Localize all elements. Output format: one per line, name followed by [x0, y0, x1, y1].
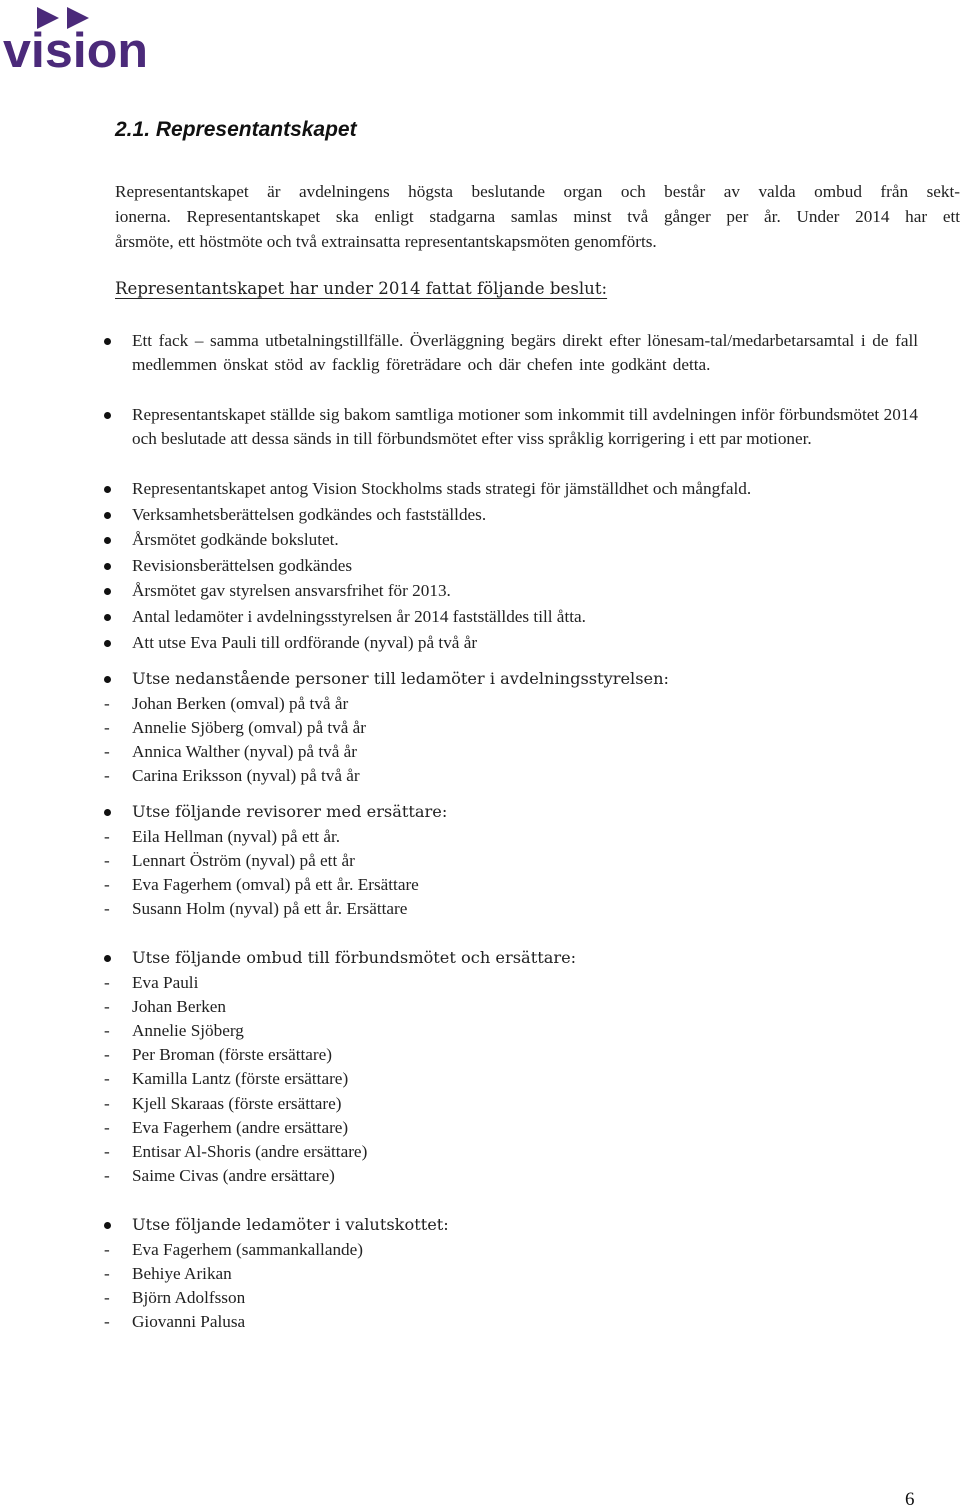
dash-marker: - [104, 875, 110, 894]
decision-item: Årsmötet godkände bokslutet. [132, 530, 339, 549]
dash-marker: - [104, 766, 110, 785]
dash-marker: - [104, 997, 110, 1016]
decision-item: Årsmötet gav styrelsen ansvarsfrihet för 2013. [132, 581, 451, 600]
page-number: 6 [905, 1489, 915, 1510]
board-member: Annelie Sjöberg (omval) på två år [132, 718, 367, 737]
delegate-member: Saime Civas (andre ersättare) [132, 1166, 335, 1185]
dash-marker: - [104, 1118, 110, 1137]
delegate-member: Eva Fagerhem (andre ersättare) [132, 1118, 349, 1137]
dash-marker: - [104, 1312, 110, 1331]
intro-line: ionerna. Representantskapet ska enligt stadgarna samlas minst två gånger per år. Under 2014 har ett [115, 207, 960, 226]
auditor-member: Eila Hellman (nyval) på ett år. [132, 827, 341, 846]
intro-paragraph [115, 179, 960, 254]
election-committee-member: Behiye Arikan [132, 1264, 232, 1283]
intro-line: årsmöte, ett höstmöte och två extrainsatta representantskapsmöten genomförts. [115, 232, 657, 251]
dash-marker: - [104, 973, 110, 992]
board-member: Annica Walther (nyval) på två år [132, 742, 357, 761]
auditors-title: Utse följande revisorer med ersättare: [132, 802, 448, 821]
bullet-icon [104, 338, 111, 345]
bullet-icon [104, 486, 111, 493]
dash-marker: - [104, 1069, 110, 1088]
decision-item: Ett fack – samma utbetalningstillfälle. Överläggning begärs direkt efter lönesam-tal/medarbetarsamtal i de fall medlemmen önskat stöd av facklig företrädare och där chefen inte godkänt detta. [132, 331, 918, 375]
delegates-title: Utse följande ombud till förbundsmötet och ersättare: [132, 948, 577, 967]
decision-item: Revisionsberättelsen godkändes [132, 556, 353, 575]
board-title: Utse nedanstående personer till ledamöter i avdelningsstyrelsen: [132, 669, 669, 688]
bullet-icon [104, 1222, 111, 1229]
delegate-member: Eva Pauli [132, 973, 199, 992]
decision-item: Antal ledamöter i avdelningsstyrelsen år 2014 fastställdes till åtta. [132, 607, 586, 626]
intro-line: Representantskapet är avdelningens högsta beslutande organ och består av valda ombud från sekt- [115, 182, 960, 201]
bullet-icon [104, 412, 111, 419]
delegate-member: Johan Berken [132, 997, 227, 1016]
decision-item: Verksamhetsberättelsen godkändes och fastställdes. [132, 505, 487, 524]
bullet-icon [104, 563, 111, 570]
bullet-icon [104, 614, 111, 621]
dash-marker: - [104, 1142, 110, 1161]
section-heading: 2.1. Representantskapet [115, 118, 357, 141]
board-member: Carina Eriksson (nyval) på två år [132, 766, 360, 785]
dash-marker: - [104, 1021, 110, 1040]
decisions-heading: Representantskapet har under 2014 fattat följande beslut: [115, 279, 608, 298]
dash-marker: - [104, 1094, 110, 1113]
bullet-icon [104, 809, 111, 816]
bullet-icon [104, 537, 111, 544]
vision-logo [3, 4, 151, 70]
dash-marker: - [104, 1045, 110, 1064]
dash-marker: - [104, 899, 110, 918]
election-committee-member: Eva Fagerhem (sammankallande) [132, 1240, 363, 1259]
delegate-member: Annelie Sjöberg [132, 1021, 244, 1040]
dash-marker: - [104, 718, 110, 737]
dash-marker: - [104, 1240, 110, 1259]
election-committee-title: Utse följande ledamöter i valutskottet: [132, 1215, 449, 1234]
auditor-member: Eva Fagerhem (omval) på ett år. Ersättare [132, 875, 419, 894]
bullet-icon [104, 676, 111, 683]
delegate-member: Kamilla Lantz (förste ersättare) [132, 1069, 349, 1088]
dash-marker: - [104, 1264, 110, 1283]
dash-marker: - [104, 827, 110, 846]
logo-wordmark: vision [3, 24, 149, 70]
dash-marker: - [104, 694, 110, 713]
board-member: Johan Berken (omval) på två år [132, 694, 349, 713]
delegate-member: Per Broman (förste ersättare) [132, 1045, 332, 1064]
auditor-member: Susann Holm (nyval) på ett år. Ersättare [132, 899, 408, 918]
bullet-icon [104, 955, 111, 962]
dash-marker: - [104, 1166, 110, 1185]
decision-item: Representantskapet ställde sig bakom samtliga motioner som inkommit till avdelningen inför förbundsmötet 2014 och beslutade att dessa sänds in till förbundsmötet efter viss språklig korrigering i ett par motioner. [132, 405, 918, 449]
dash-marker: - [104, 1288, 110, 1307]
dash-marker: - [104, 742, 110, 761]
dash-marker: - [104, 851, 110, 870]
election-committee-member: Björn Adolfsson [132, 1288, 246, 1307]
bullet-icon [104, 588, 111, 595]
decision-item: Att utse Eva Pauli till ordförande (nyval) på två år [132, 633, 478, 652]
decision-item: Representantskapet antog Vision Stockholms stads strategi för jämställdhet och mångfald. [132, 479, 752, 498]
delegate-member: Entisar Al-Shoris (andre ersättare) [132, 1142, 368, 1161]
auditor-member: Lennart Öström (nyval) på ett år [132, 851, 355, 870]
delegate-member: Kjell Skaraas (förste ersättare) [132, 1094, 342, 1113]
election-committee-member: Giovanni Palusa [132, 1312, 246, 1331]
bullet-icon [104, 512, 111, 519]
bullet-icon [104, 640, 111, 647]
